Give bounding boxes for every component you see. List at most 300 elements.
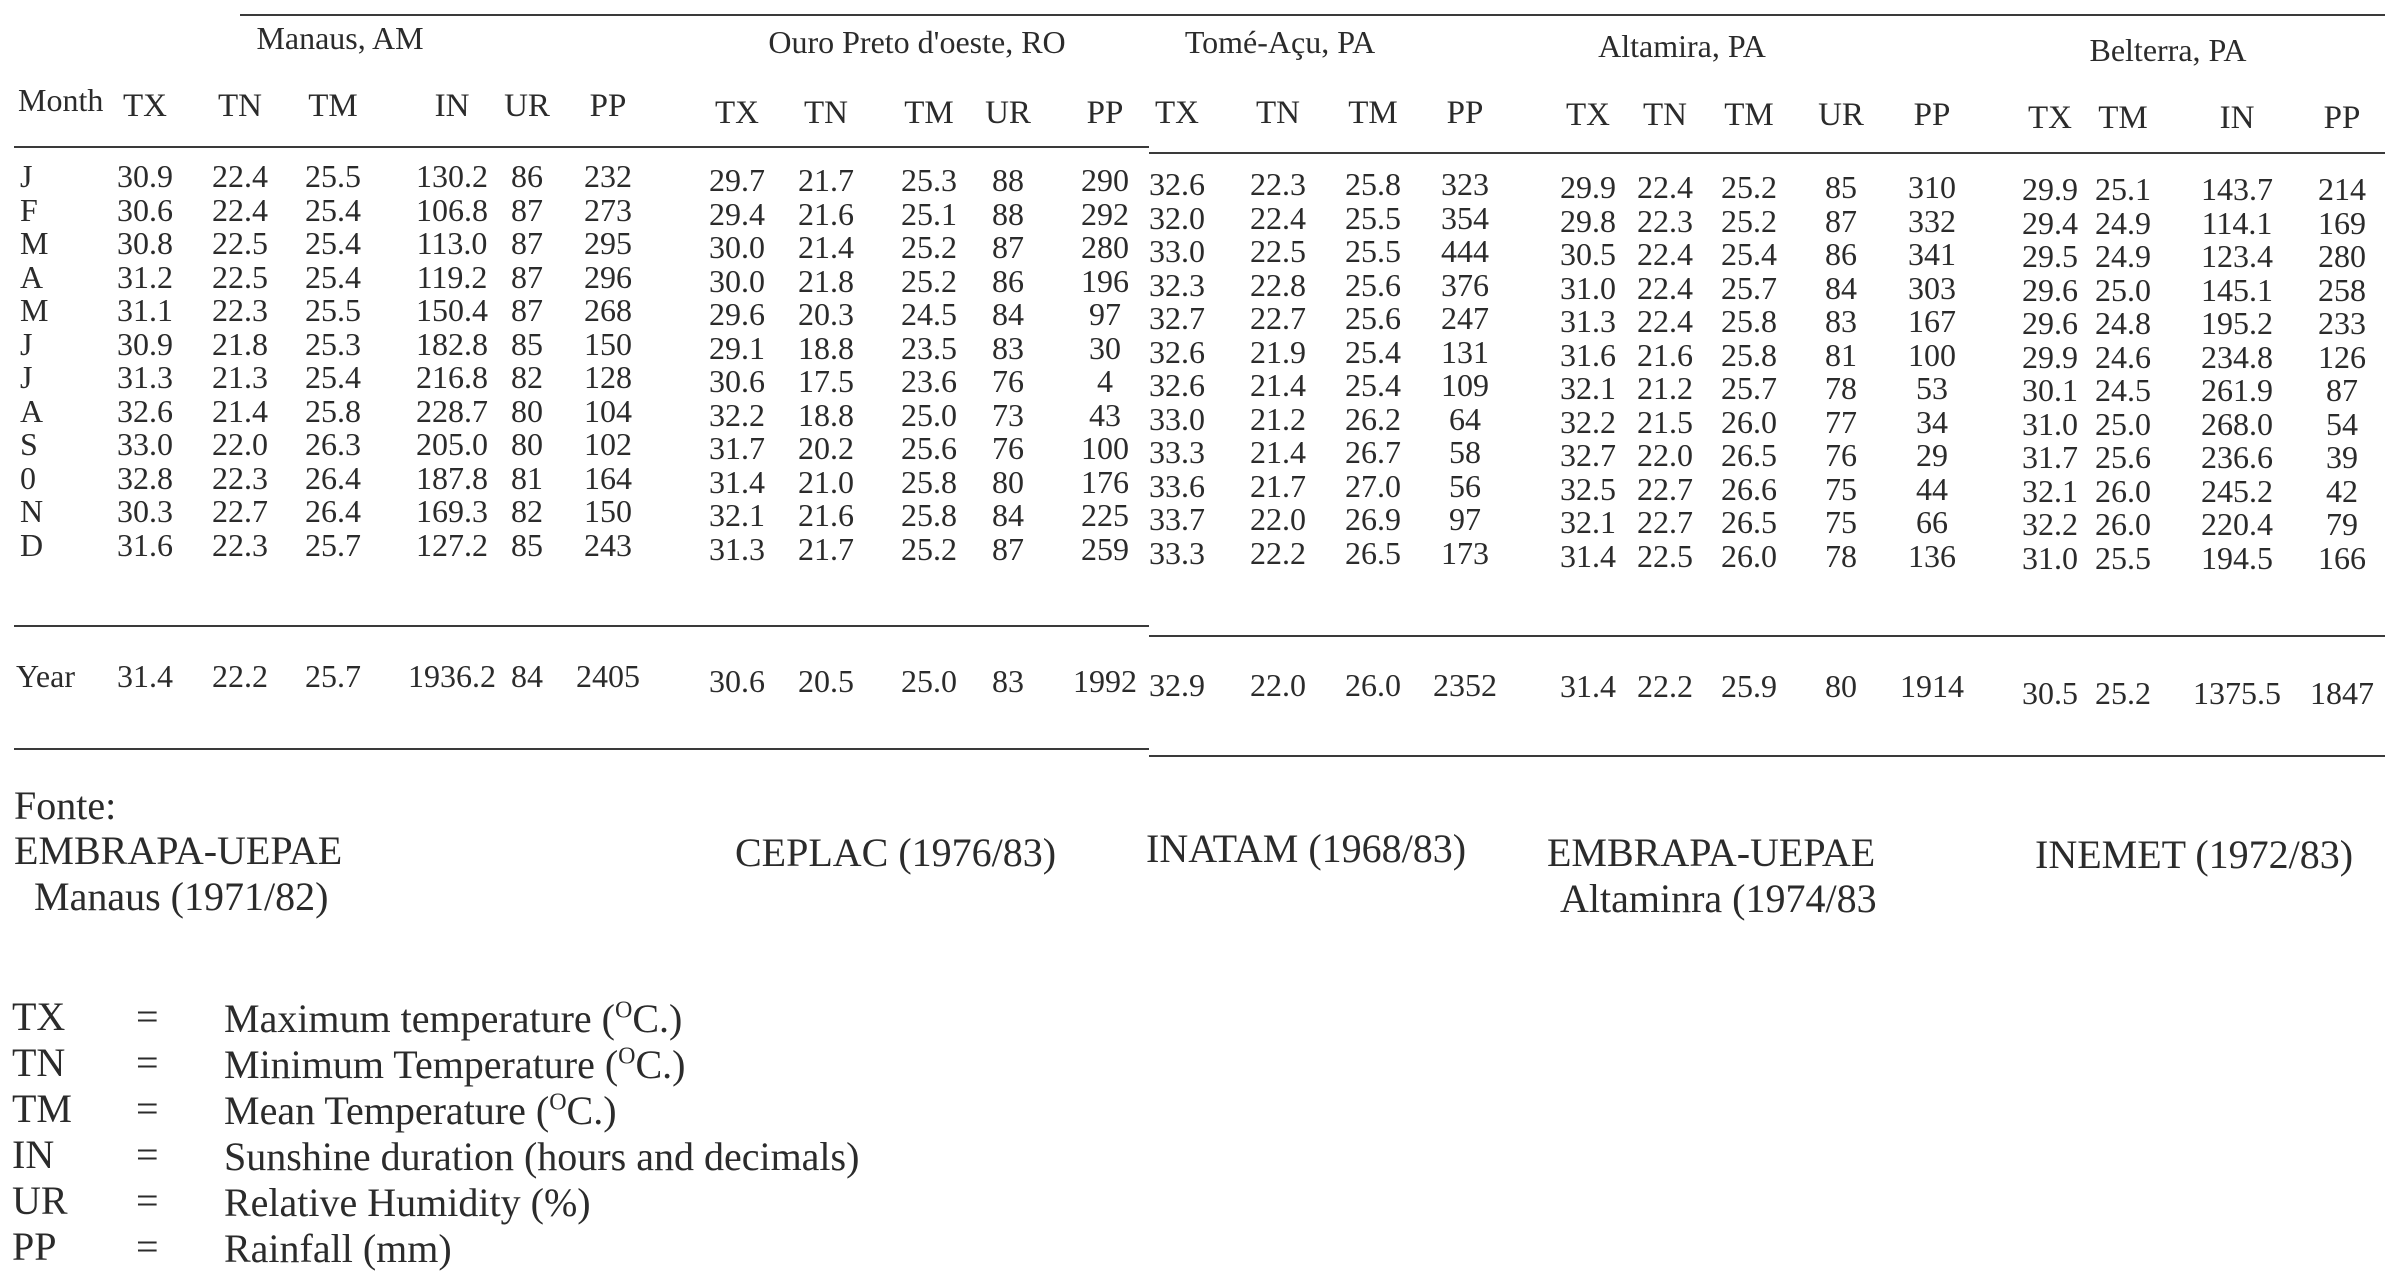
data-cell: 166 [2318, 539, 2366, 576]
data-cell: 22.3 [1250, 166, 1306, 202]
data-cell: 22.5 [212, 258, 268, 295]
data-cell: 80 [511, 392, 543, 429]
legend-description [224, 1179, 591, 1226]
data-cell: 143.7 [2201, 171, 2273, 207]
data-cell: 376 [1441, 266, 1489, 303]
data-cell: 29 [1916, 437, 1948, 473]
data-cell: 136 [1908, 537, 1956, 574]
data-cell: 26.3 [305, 426, 361, 462]
data-cell: 26.4 [305, 459, 361, 496]
legend-abbr: PP [12, 1224, 57, 1269]
data-cell: 22.3 [212, 459, 268, 496]
data-cell: 32.1 [2022, 472, 2078, 509]
data-cell: 30.8 [117, 225, 173, 261]
column-header: PP [1913, 97, 1951, 133]
column-header: UR [1818, 97, 1864, 133]
data-cell: 76 [1825, 437, 1857, 473]
data-cell: 29.5 [2022, 238, 2078, 274]
data-cell: 123.4 [2201, 238, 2273, 274]
data-cell: 73 [992, 396, 1024, 433]
data-cell: 234.8 [2201, 338, 2273, 375]
column-header: TN [1256, 95, 1300, 131]
rule-year-left [14, 748, 1149, 750]
year-cell: 32.9 [1149, 667, 1205, 703]
source-altamira-line2: Altaminra (1974/83 [1560, 876, 1877, 921]
data-cell: 205.0 [416, 426, 488, 462]
station-name-altamira: Altamira, PA [1598, 28, 1766, 64]
data-cell: 150 [584, 493, 632, 529]
data-cell: 30.6 [709, 363, 765, 399]
data-cell: 295 [584, 225, 632, 261]
data-cell: 22.5 [1637, 537, 1693, 574]
legend-description-text: Minimum Temperature ( [224, 1042, 619, 1087]
legend-abbr: UR [12, 1178, 68, 1223]
data-cell: 259 [1081, 530, 1129, 567]
data-cell: 17.5 [798, 363, 854, 399]
data-cell: 82 [511, 493, 543, 529]
data-cell: 100 [1081, 430, 1129, 466]
data-cell: 18.8 [798, 396, 854, 433]
data-cell: 84 [992, 497, 1024, 533]
data-cell: 85 [511, 325, 543, 362]
year-cell: 84 [511, 658, 543, 694]
data-cell: 22.4 [1250, 199, 1306, 236]
data-cell: 29.9 [1560, 169, 1616, 205]
data-cell: 247 [1441, 300, 1489, 336]
data-cell: 30.0 [709, 262, 765, 299]
data-cell: 25.5 [305, 158, 361, 194]
data-cell: 25.5 [1345, 199, 1401, 236]
data-cell: 25.7 [1721, 370, 1777, 406]
data-cell: 22.7 [1637, 504, 1693, 540]
data-cell: 85 [1825, 169, 1857, 205]
data-cell: 30.0 [709, 229, 765, 265]
data-cell: 25.2 [901, 530, 957, 567]
month-label: J [20, 158, 33, 194]
data-cell: 32.6 [117, 392, 173, 429]
data-cell: 97 [1089, 296, 1121, 332]
column-header: TN [1643, 97, 1687, 133]
data-cell: 84 [1825, 269, 1857, 306]
data-cell: 128 [584, 359, 632, 395]
data-cell: 150.4 [416, 292, 488, 328]
data-cell: 25.1 [2095, 171, 2151, 207]
data-cell: 31.7 [709, 430, 765, 466]
data-cell: 25.5 [1345, 233, 1401, 269]
data-cell: 39 [2326, 439, 2358, 475]
data-cell: 54 [2326, 405, 2358, 442]
data-cell: 32.7 [1149, 300, 1205, 336]
legend-description [224, 995, 682, 1042]
data-cell: 25.7 [305, 526, 361, 563]
data-cell: 20.3 [798, 296, 854, 332]
data-cell: 87 [992, 229, 1024, 265]
data-cell: 310 [1908, 169, 1956, 205]
year-cell: 26.0 [1345, 667, 1401, 703]
legend-description [224, 1225, 452, 1272]
data-cell: 81 [511, 459, 543, 496]
data-cell: 21.2 [1637, 370, 1693, 406]
data-cell: 21.2 [1250, 400, 1306, 437]
year-label: Year [16, 658, 75, 694]
data-cell: 25.6 [2095, 439, 2151, 475]
column-header: TX [715, 95, 759, 131]
year-cell: 22.2 [1637, 668, 1693, 704]
data-cell: 106.8 [416, 191, 488, 228]
legend-description-text: Mean Temperature ( [224, 1088, 550, 1133]
legend-unit: C.) [566, 1088, 617, 1133]
data-cell: 24.5 [901, 296, 957, 332]
year-cell: 30.6 [709, 663, 765, 699]
data-cell: 25.5 [305, 292, 361, 328]
column-header: TX [1566, 97, 1610, 133]
data-cell: 23.6 [901, 363, 957, 399]
data-cell: 114.1 [2201, 204, 2273, 241]
data-cell: 33.0 [1149, 400, 1205, 437]
data-cell: 86 [511, 158, 543, 194]
data-cell: 232 [584, 158, 632, 194]
data-cell: 22.0 [212, 426, 268, 462]
data-cell: 31.3 [1560, 303, 1616, 339]
data-cell: 268.0 [2201, 405, 2273, 442]
data-cell: 21.4 [1250, 367, 1306, 403]
data-cell: 24.9 [2095, 204, 2151, 241]
source-belterra-line1: INEMET (1972/83) [2035, 832, 2354, 877]
column-header: TN [804, 95, 848, 131]
data-cell: 113.0 [416, 225, 488, 261]
data-cell: 21.7 [798, 530, 854, 567]
data-cell: 87 [511, 292, 543, 328]
source-manaus [14, 828, 342, 920]
degree-superscript: O [549, 1089, 567, 1116]
data-cell: 22.4 [1637, 236, 1693, 272]
legend-abbr: TN [12, 1040, 66, 1085]
data-cell: 22.4 [212, 158, 268, 194]
data-cell: 33.3 [1149, 434, 1205, 470]
month-label: 0 [20, 459, 36, 496]
data-cell: 22.8 [1250, 266, 1306, 303]
year-cell: 1847 [2310, 675, 2374, 711]
data-cell: 88 [992, 195, 1024, 232]
data-cell: 29.6 [709, 296, 765, 332]
column-header: IN [2219, 100, 2255, 136]
month-header: Month [18, 82, 104, 118]
data-cell: 21.4 [1250, 434, 1306, 470]
rule-body-right [1149, 635, 2385, 637]
data-cell: 26.5 [1721, 504, 1777, 540]
data-cell: 58 [1449, 434, 1481, 470]
data-cell: 109 [1441, 367, 1489, 403]
data-cell: 225 [1081, 497, 1129, 533]
data-cell: 22.7 [1250, 300, 1306, 336]
data-cell: 119.2 [416, 258, 488, 295]
column-header: TX [1155, 95, 1199, 131]
data-cell: 25.4 [1345, 333, 1401, 370]
legend-description [224, 1041, 685, 1088]
data-cell: 26.0 [1721, 537, 1777, 574]
data-cell: 87 [992, 530, 1024, 567]
data-cell: 26.5 [1721, 437, 1777, 473]
year-cell: 2352 [1433, 667, 1497, 703]
source-altamira [1547, 830, 1877, 922]
data-cell: 341 [1908, 236, 1956, 272]
data-cell: 303 [1908, 269, 1956, 306]
data-cell: 22.4 [1637, 303, 1693, 339]
data-cell: 130.2 [416, 158, 488, 194]
data-cell: 24.5 [2095, 372, 2151, 408]
data-cell: 88 [992, 162, 1024, 198]
data-cell: 236.6 [2201, 439, 2273, 475]
data-cell: 26.5 [1345, 534, 1401, 571]
year-cell: 25.7 [305, 658, 361, 694]
data-cell: 233 [2318, 305, 2366, 341]
data-cell: 83 [992, 329, 1024, 366]
data-cell: 31.6 [117, 526, 173, 563]
data-cell: 33.0 [1149, 233, 1205, 269]
data-cell: 29.6 [2022, 271, 2078, 308]
data-cell: 75 [1825, 504, 1857, 540]
data-cell: 30.6 [117, 191, 173, 228]
data-cell: 220.4 [2201, 506, 2273, 542]
data-cell: 25.8 [1721, 303, 1777, 339]
data-cell: 30.9 [117, 158, 173, 194]
data-cell: 25.2 [1721, 202, 1777, 239]
data-cell: 104 [584, 392, 632, 429]
data-cell: 33.3 [1149, 534, 1205, 571]
data-cell: 22.0 [1637, 437, 1693, 473]
data-cell: 25.8 [901, 463, 957, 500]
data-cell: 4 [1097, 363, 1113, 399]
data-cell: 32.1 [1560, 370, 1616, 406]
data-cell: 332 [1908, 202, 1956, 239]
data-cell: 31.1 [117, 292, 173, 328]
data-cell: 25.8 [1345, 166, 1401, 202]
column-header: TX [123, 88, 167, 124]
data-cell: 97 [1449, 501, 1481, 537]
source-ouro-preto [735, 830, 1056, 876]
column-header: UR [504, 88, 550, 124]
data-cell: 30.9 [117, 325, 173, 362]
data-cell: 228.7 [416, 392, 488, 429]
data-cell: 32.6 [1149, 367, 1205, 403]
data-cell: 22.4 [1637, 169, 1693, 205]
data-cell: 22.3 [212, 526, 268, 563]
data-cell: 195.2 [2201, 305, 2273, 341]
column-header: IN [434, 88, 470, 124]
data-cell: 43 [1089, 396, 1121, 433]
column-header: TM [904, 95, 954, 131]
data-cell: 32.2 [2022, 506, 2078, 542]
data-cell: 169.3 [416, 493, 488, 529]
data-cell: 31.6 [1560, 336, 1616, 373]
column-header: TN [218, 88, 262, 124]
data-cell: 21.4 [798, 229, 854, 265]
data-cell: 444 [1441, 233, 1489, 269]
source-label: Fonte: [14, 783, 117, 828]
data-cell: 80 [992, 463, 1024, 500]
data-cell: 245.2 [2201, 472, 2273, 509]
legend-equals: = [136, 1178, 159, 1223]
data-cell: 22.5 [212, 225, 268, 261]
data-cell: 29.4 [2022, 204, 2078, 241]
rule-header-left [14, 146, 1149, 148]
data-cell: 25.2 [901, 229, 957, 265]
data-cell: 25.8 [901, 497, 957, 533]
data-cell: 84 [992, 296, 1024, 332]
data-cell: 31.4 [1560, 537, 1616, 574]
data-cell: 30.1 [2022, 372, 2078, 408]
data-cell: 23.5 [901, 329, 957, 366]
data-cell: 25.3 [901, 162, 957, 198]
data-cell: 280 [2318, 238, 2366, 274]
month-label: F [20, 191, 38, 228]
data-cell: 164 [584, 459, 632, 496]
data-cell: 25.4 [305, 258, 361, 295]
data-cell: 22.4 [1637, 269, 1693, 306]
data-cell: 100 [1908, 336, 1956, 373]
data-cell: 25.4 [1721, 236, 1777, 272]
data-cell: 21.4 [212, 392, 268, 429]
data-cell: 21.6 [798, 195, 854, 232]
data-cell: 22.5 [1250, 233, 1306, 269]
data-cell: 25.4 [305, 359, 361, 395]
data-cell: 34 [1916, 403, 1948, 440]
data-cell: 280 [1081, 229, 1129, 265]
month-label: M [20, 292, 49, 328]
column-header: PP [589, 88, 627, 124]
data-cell: 25.3 [305, 325, 361, 362]
data-cell: 194.5 [2201, 539, 2273, 576]
data-cell: 66 [1916, 504, 1948, 540]
data-cell: 30.5 [1560, 236, 1616, 272]
data-cell: 76 [992, 430, 1024, 466]
data-cell: 126 [2318, 338, 2366, 375]
data-cell: 145.1 [2201, 271, 2273, 308]
year-cell: 20.5 [798, 663, 854, 699]
data-cell: 42 [2326, 472, 2358, 509]
data-cell: 32.1 [1560, 504, 1616, 540]
data-cell: 33.6 [1149, 467, 1205, 504]
column-header: PP [2323, 100, 2361, 136]
data-cell: 32.0 [1149, 199, 1205, 236]
data-cell: 292 [1081, 195, 1129, 232]
data-cell: 79 [2326, 506, 2358, 542]
data-cell: 25.8 [1721, 336, 1777, 373]
month-label: A [20, 258, 44, 295]
month-label: N [20, 493, 44, 529]
legend-description [224, 1133, 859, 1180]
data-cell: 87 [511, 191, 543, 228]
data-cell: 173 [1441, 534, 1489, 571]
data-cell: 21.3 [212, 359, 268, 395]
data-cell: 258 [2318, 271, 2366, 308]
data-cell: 167 [1908, 303, 1956, 339]
data-cell: 64 [1449, 400, 1481, 437]
source-tome-acu-line1: INATAM (1968/83) [1146, 826, 1467, 871]
data-cell: 31.0 [2022, 405, 2078, 442]
data-cell: 22.2 [1250, 534, 1306, 571]
data-cell: 29.4 [709, 195, 765, 232]
legend-description-text: Relative Humidity (%) [224, 1180, 591, 1225]
data-cell: 25.2 [1721, 169, 1777, 205]
year-cell: 2405 [576, 658, 640, 694]
data-cell: 187.8 [416, 459, 488, 496]
data-cell: 31.0 [2022, 539, 2078, 576]
data-cell: 29.6 [2022, 305, 2078, 341]
station-name-belterra: Belterra, PA [2089, 32, 2247, 68]
data-cell: 31.0 [1560, 269, 1616, 306]
column-header: TX [2028, 100, 2072, 136]
data-cell: 26.0 [2095, 506, 2151, 542]
data-cell: 150 [584, 325, 632, 362]
year-cell: 31.4 [1560, 668, 1616, 704]
year-cell: 22.2 [212, 658, 268, 694]
data-cell: 25.0 [2095, 405, 2151, 442]
data-cell: 25.5 [2095, 539, 2151, 576]
legend-equals: = [136, 1040, 159, 1085]
data-cell: 32.2 [709, 396, 765, 433]
source-altamira-line1: EMBRAPA-UEPAE [1547, 830, 1876, 875]
year-cell: 1914 [1900, 668, 1964, 704]
data-cell: 29.8 [1560, 202, 1616, 239]
data-cell: 80 [511, 426, 543, 462]
data-cell: 87 [511, 225, 543, 261]
data-cell: 76 [992, 363, 1024, 399]
data-cell: 29.9 [2022, 338, 2078, 375]
data-cell: 169 [2318, 204, 2366, 241]
station-name-ouro-preto: Ouro Preto d'oeste, RO [768, 24, 1066, 60]
year-cell: 25.2 [2095, 675, 2151, 711]
degree-superscript: O [618, 1043, 636, 1070]
column-header: TM [308, 88, 358, 124]
data-cell: 22.3 [1637, 202, 1693, 239]
data-cell: 127.2 [416, 526, 488, 563]
legend-abbr: TX [12, 994, 66, 1039]
data-cell: 25.6 [1345, 300, 1401, 336]
data-cell: 25.8 [305, 392, 361, 429]
legend-description-text: Rainfall (mm) [224, 1226, 452, 1271]
data-cell: 25.6 [1345, 266, 1401, 303]
legend-equals: = [136, 1224, 159, 1269]
data-cell: 81 [1825, 336, 1857, 373]
year-cell: 25.9 [1721, 668, 1777, 704]
rule-body-left [14, 625, 1149, 627]
data-cell: 26.0 [2095, 472, 2151, 509]
data-cell: 31.7 [2022, 439, 2078, 475]
data-cell: 22.7 [1637, 470, 1693, 507]
data-cell: 22.7 [212, 493, 268, 529]
data-cell: 27.0 [1345, 467, 1401, 504]
data-cell: 32.7 [1560, 437, 1616, 473]
data-cell: 32.8 [117, 459, 173, 496]
data-cell: 21.5 [1637, 403, 1693, 440]
data-cell: 32.6 [1149, 166, 1205, 202]
year-cell: 31.4 [117, 658, 173, 694]
data-cell: 24.6 [2095, 338, 2151, 375]
data-cell: 53 [1916, 370, 1948, 406]
data-cell: 86 [1825, 236, 1857, 272]
legend-unit: C.) [632, 996, 683, 1041]
column-header: PP [1086, 95, 1124, 131]
data-cell: 26.2 [1345, 400, 1401, 437]
legend-equals: = [136, 1132, 159, 1177]
legend-description [224, 1087, 617, 1134]
data-cell: 32.1 [709, 497, 765, 533]
data-cell: 273 [584, 191, 632, 228]
data-cell: 29.1 [709, 329, 765, 366]
data-cell: 31.3 [117, 359, 173, 395]
data-cell: 56 [1449, 467, 1481, 504]
